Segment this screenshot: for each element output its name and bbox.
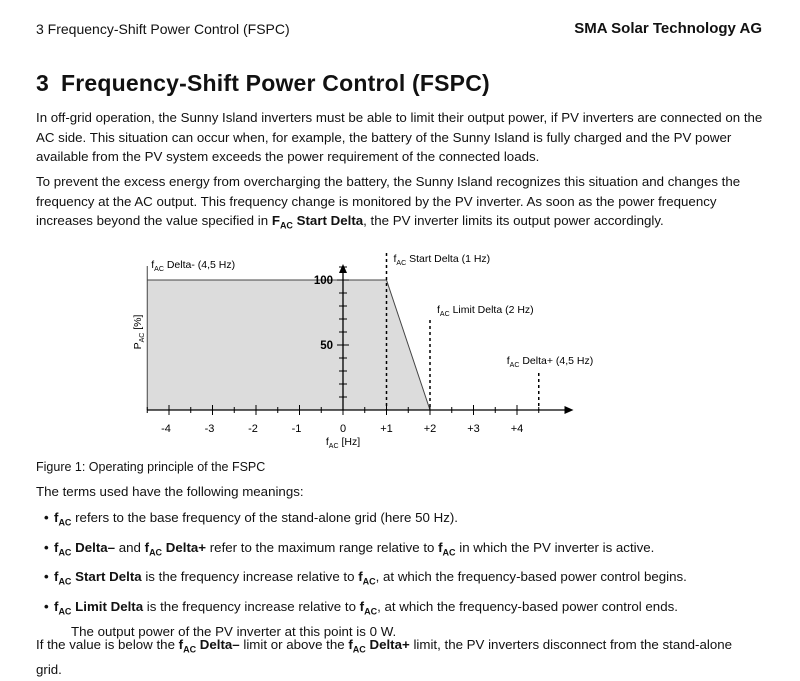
term-continuation: The output power of the PV inverter at this point is 0 W.: [71, 623, 397, 639]
x-tick-label: 0: [339, 423, 347, 435]
closing-sub2: AC: [352, 644, 366, 655]
term-mid: is the frequency increase relative to: [141, 569, 359, 585]
closing-post: limit, the PV inverters disconnect from the stand-alone grid.: [36, 637, 733, 677]
term-rest: refers to the base frequency of the stand-alone grid (here 50 Hz).: [71, 510, 459, 525]
annotation-limit-delta: $f_{AC}$ Limit Delta (2 Hz): [437, 304, 534, 318]
x-tick-label: +4: [510, 423, 524, 435]
list-item: [44, 508, 784, 533]
fac-term: [54, 539, 116, 558]
term-sub: AC: [58, 606, 72, 617]
term-f2: f: [144, 539, 150, 555]
term-bold: Start Delta: [71, 569, 142, 585]
closing-fac-1: [178, 637, 240, 655]
fac-term-2: [358, 569, 376, 587]
term-mid: is the frequency increase relative to: [143, 598, 360, 614]
annotation-delta-plus: $f_{AC}$ Delta+ (4,5 Hz): [506, 355, 594, 369]
term-f3: f: [438, 539, 443, 555]
closing-b2: Delta+: [365, 637, 410, 652]
figure-caption: Figure 1: Operating principle of the FSPC: [36, 460, 266, 474]
term-f: f: [54, 510, 59, 525]
x-tick-label: +3: [467, 423, 480, 435]
terms-intro: The terms used have the following meanings:: [36, 484, 304, 499]
term-sub: AC: [58, 517, 72, 528]
term-sub2: AC: [364, 606, 378, 617]
x-tick-label: -2: [248, 423, 258, 435]
list-item: [44, 538, 784, 563]
x-tick-label: -1: [291, 423, 302, 435]
term-mid2: refer to the maximum range relative to: [206, 539, 439, 555]
term-rest: , at which the frequency-based power control ends.: [377, 598, 678, 614]
x-axis-arrow: [565, 406, 574, 414]
closing-b1: Delta–: [196, 637, 240, 652]
term-f: f: [54, 569, 59, 585]
term-sub: AC: [58, 576, 72, 587]
x-tick-label: -3: [204, 423, 215, 435]
fspc-chart: [0, 240, 800, 460]
term-f2: f: [359, 598, 365, 614]
term-rest: in which the PV inverter is active.: [455, 539, 655, 555]
term-f: f: [54, 598, 59, 614]
paragraph-2-f: F: [271, 213, 280, 228]
term-sub2: AC: [362, 576, 376, 587]
closing-paragraph: [36, 635, 736, 680]
bullet: •: [44, 510, 49, 525]
y-axis-label: $P_{AC}$ [%]: [132, 314, 146, 350]
term-sub3: AC: [442, 547, 456, 558]
power-area: [147, 280, 430, 410]
x-tick-label: -4: [161, 423, 171, 435]
running-header-company: SMA Solar Technology AG: [574, 20, 762, 37]
term-bold: Delta–: [71, 539, 116, 555]
bullet: •: [44, 598, 49, 614]
section-number: 3: [36, 70, 49, 96]
section-title: [36, 70, 490, 97]
term-mid: and: [115, 539, 145, 555]
term-bold: Limit Delta: [71, 598, 144, 614]
term-rest: , at which the frequency-based power control begins.: [375, 569, 687, 585]
bullet: •: [44, 539, 49, 555]
term-bold2: Delta+: [162, 539, 207, 555]
annotation-delta-minus: $f_{AC}$ Delta- (4,5 Hz): [151, 259, 236, 273]
term-sub: AC: [58, 547, 72, 558]
section-title-text: Frequency-Shift Power Control (FSPC): [61, 70, 490, 96]
closing-mid: limit or above the: [239, 637, 349, 652]
term-f: f: [54, 539, 59, 555]
list-item: [44, 567, 784, 592]
y-tick-label-50: 50: [320, 340, 333, 352]
closing-f2: f: [348, 637, 353, 652]
fac-term: [54, 510, 72, 528]
paragraph-2-post: , the PV inverter limits its output power accordingly.: [363, 213, 664, 228]
paragraph-2-fac: [271, 213, 364, 231]
terms-list: [44, 508, 784, 647]
paragraph-2-term: Start Delta: [292, 213, 364, 228]
fac-term-3: [438, 539, 456, 558]
annotation-start-delta: $f_{AC}$ Start Delta (1 Hz): [393, 253, 491, 267]
x-axis-label: $f_{AC}$ [Hz]: [325, 436, 361, 450]
fac-term-2: [144, 539, 207, 558]
x-tick-label: +2: [423, 423, 437, 435]
fac-term: [54, 569, 142, 587]
y-tick-label-100: 100: [313, 275, 333, 287]
fac-term-2: [359, 598, 378, 617]
closing-fac-2: [348, 637, 410, 655]
term-sub2: AC: [149, 547, 163, 558]
term-f2: f: [358, 569, 363, 585]
closing-pre: If the value is below the: [36, 637, 179, 652]
fac-term: [54, 598, 144, 617]
x-tick-label: +1: [380, 423, 393, 435]
paragraph-2-sub: AC: [279, 220, 293, 231]
closing-f: f: [178, 637, 184, 652]
paragraph-2: [36, 172, 766, 236]
y-axis-arrow: [339, 264, 347, 273]
paragraph-2-pre: To prevent the excess energy from overcharging the battery, the Sunny Island recognizes this situation and changes the frequency at the AC output. This frequency change is monitored by the PV inverter. As soon as the power frequency increases beyond the value specified in: [36, 174, 741, 228]
closing-sub: AC: [183, 644, 197, 655]
bullet: •: [44, 569, 49, 585]
paragraph-1: In off-grid operation, the Sunny Island inverters must be able to limit their output power, if PV inverters are connected on the AC side. This situation can occur when, for example, the battery of the Sunny Island is fully charged and the PV power available from the PV system exceeds the power requirement of the connected loads.: [36, 110, 763, 164]
running-header-section: 3 Frequency-Shift Power Control (FSPC): [36, 21, 290, 37]
